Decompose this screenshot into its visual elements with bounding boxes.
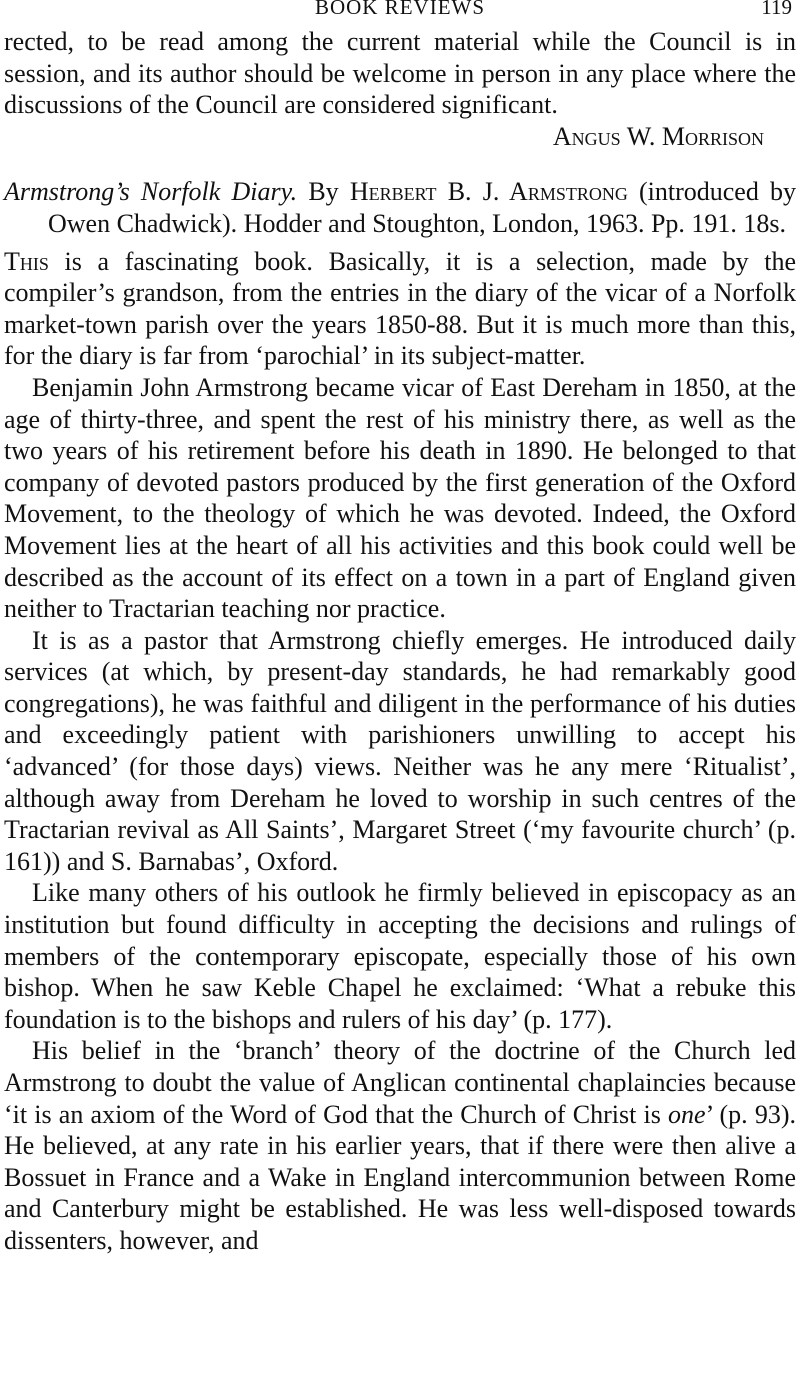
article-body (4, 26, 796, 1257)
review-paragraph-5 (4, 1035, 796, 1256)
running-title: BOOK REVIEWS (314, 0, 486, 19)
book-title: Armstrong’s Norfolk Diary. (4, 177, 298, 207)
book-author: Herbert B. J. Armstrong (349, 177, 628, 207)
opening-word: This (4, 246, 49, 276)
review-paragraph-1-text: is a fascinating book. Basically, it is a selection, made by the compiler’s grandson, from the entries in the diary of the vicar of a Norfolk market-town parish over the years 1850-88. But it is much more than this, for the diary is far from ‘parochial’ in its subject-matter. (4, 246, 796, 371)
review-paragraph-5-end: ’ (p. 93). He believed, at any rate in his earlier years, that if there were then alive a Bossuet in France and a Wake in England intercommunion between Rome and Canterbury might be established. He was less well-disposed towards dissenters, however, and (4, 1099, 796, 1255)
review-paragraph-4: Like many others of his outlook he firmly believed in episcopacy as an institution but found difficulty in accepting the decisions and rulings of members of the contemporary episcopate, especially those of his own bishop. When he saw Keble Chapel he exclaimed: ‘What a rebuke this foundation is to the bishops and rulers of his day’ (p. 177). (4, 878, 796, 1034)
previous-review-closing-paragraph: rected, to be read among the current material while the Council is in session, and its author should be welcome in person in any place where the discussions of the Council are considered significant. (4, 27, 796, 120)
review-paragraph-2: Benjamin John Armstrong became vicar of East Dereham in 1850, at the age of thirty-three, and spent the rest of his ministry there, as well as the two years of his retirement before his death in 1890. He belonged to that company of devoted pastors produced by the first generation of the Oxford Movement, to the theology of which he was devoted. Indeed, the Oxford Movement lies at the heart of all his activities and this book could well be described as the account of its effect on a town in a part of England given neither to Tractarian teaching nor practice. (4, 372, 796, 624)
review-paragraph-5-start: His belief in the ‘branch’ theory of the doctrine of the Church led Armstrong to doubt the value of Anglican continental chaplaincies because ‘it is an axiom of the Word of God that the Church of Christ is (4, 1036, 796, 1129)
page-number: 119 (761, 0, 792, 19)
review-paragraph-3: It is as a pastor that Armstrong chiefly emerges. He introduced daily services (at which, by present-day standards, he had remarkably good congregations), he was faithful and diligent in the performance of his duties and exceedingly patient with parishioners unwilling to accept his ‘advanced’ (for those days) views. Neither was he any mere ‘Ritualist’, although away from Dereham he loved to worship in such centres of the Tractarian revival as All Saints’, Margaret Street (‘my favourite church’ (p. 161)) and S. Barnabas’, Oxford. (4, 625, 796, 876)
reviewer-signature: Angus W. Morrison (552, 121, 764, 151)
review-paragraph-1 (4, 246, 796, 372)
citation-by: By (297, 177, 350, 207)
running-head (4, 0, 796, 26)
emphasized-word: one (668, 1099, 706, 1129)
book-citation (4, 176, 796, 239)
publication-details: (introduced by Owen Chadwick). Hodder and Stoughton, London, 1963. Pp. 191. 18s. (48, 177, 796, 238)
